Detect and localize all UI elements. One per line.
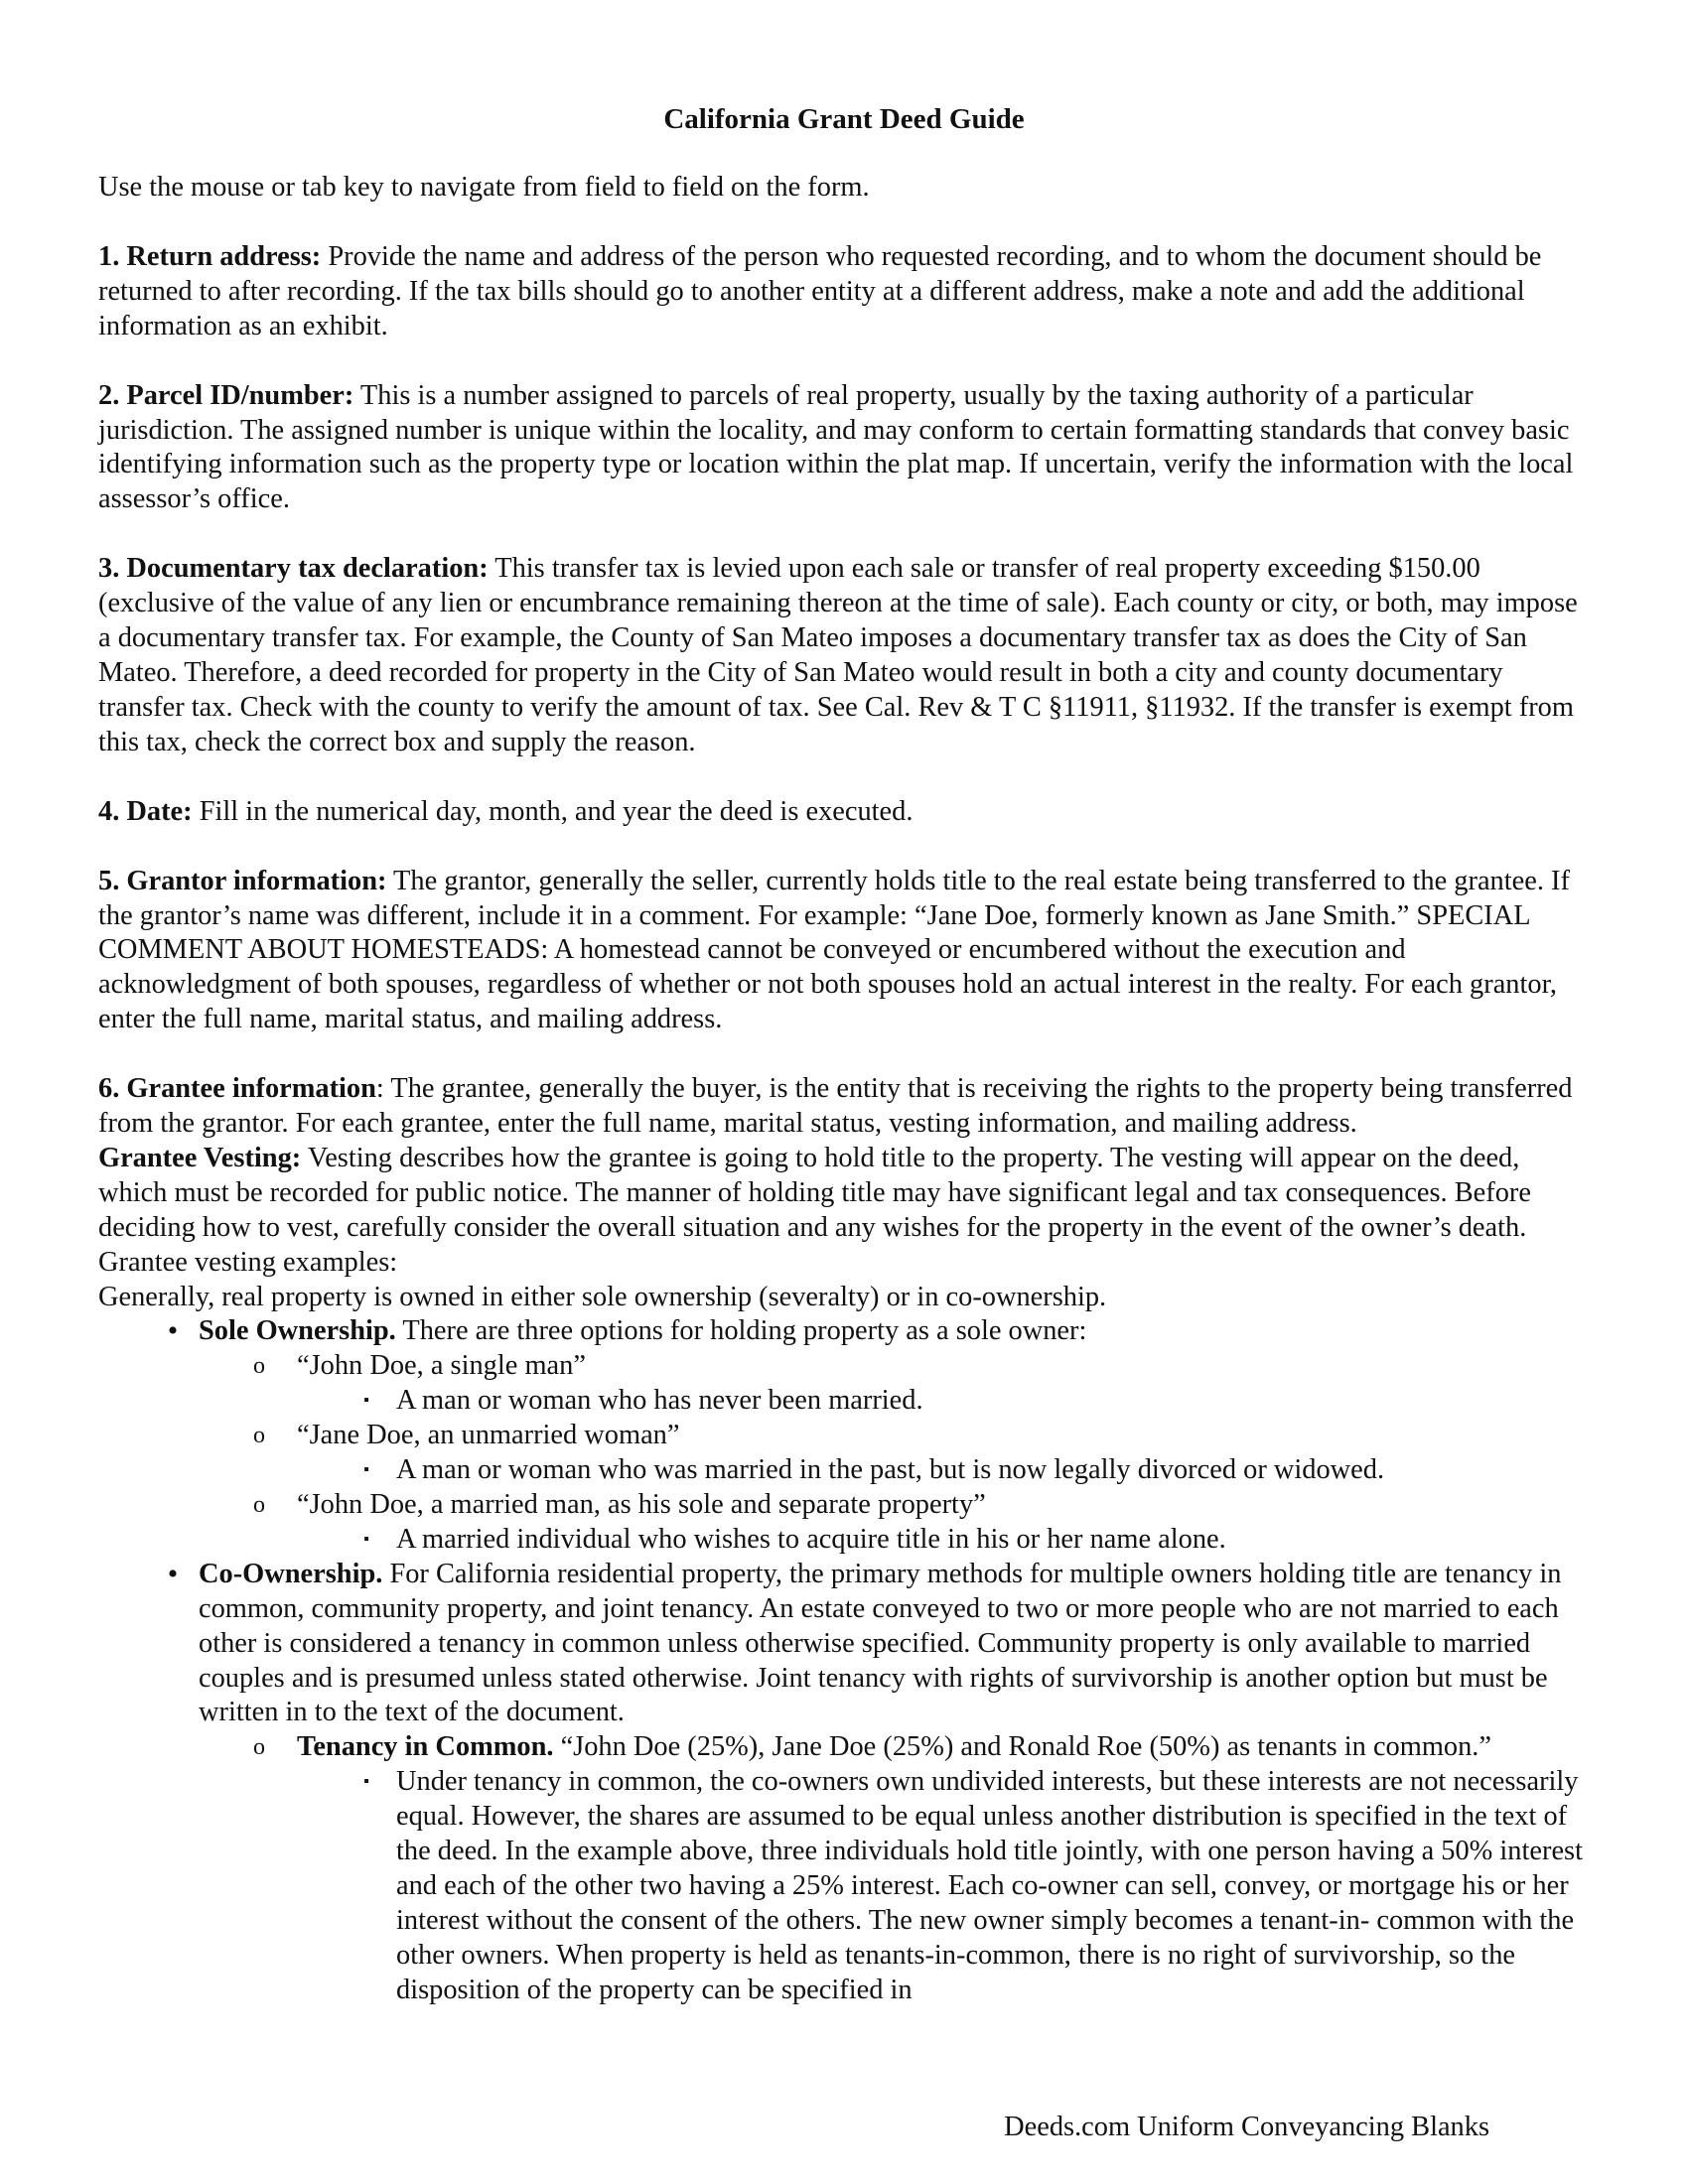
section-text: The grantor, generally the seller, currently holds title to the real estate being transferred to the grantee. If the grantor’s name was different, include it in a comment. For example: “Jane Doe, formerly known as Jane Smith.” SPECIAL COMMENT ABOUT HOMESTEADS: A homestead cannot be conveyed or encumbered without the execution and acknowledgment of both spouses, regardless of whether or not both spouses hold an actual interest in the realty. For each grantor, enter the full name, marital status, and mailing address. bbox=[98, 865, 1570, 1035]
bullet-icon: • bbox=[167, 1314, 179, 1348]
section-text: Vesting describes how the grantee is going to hold title to the property. The vesting will appear on the deed, which must be recorded for public notice. The manner of holding title may have significant legal and tax consequences. Before deciding how to vest, carefully consider the overall situation and any wishes for the property in the event of the owner’s death. Grantee vesting examples: bbox=[98, 1142, 1531, 1278]
circle-bullet-icon: o bbox=[253, 1423, 265, 1449]
section-text: Fill in the numerical day, month, and year the deed is executed. bbox=[192, 795, 914, 827]
section-label: 1. Return address: bbox=[98, 240, 322, 272]
section-documentary-tax bbox=[98, 552, 1588, 759]
bullet-icon: • bbox=[167, 1557, 179, 1590]
section-label: 4. Date: bbox=[98, 795, 193, 827]
vesting-example: “John Doe, a married man, as his sole and separate property” bbox=[297, 1489, 986, 1520]
section-text: This is a number assigned to parcels of real property, usually by the taxing authority of a particular jurisdiction. The assigned number is unique within the locality, and may conform to certain formatting standards that convey basic identifying information such as the property type or location within the plat map. If uncertain, verify the information with the local assessor’s office. bbox=[98, 379, 1574, 515]
list-item-sole-option bbox=[253, 1419, 1588, 1453]
list-item-co-ownership bbox=[167, 1557, 1588, 1731]
section-grantee-information bbox=[98, 1072, 1588, 1142]
section-parcel-id bbox=[98, 379, 1588, 518]
list-item-tenancy-detail bbox=[363, 1765, 1588, 2007]
vesting-detail: A married individual who wishes to acquire title in his or her name alone. bbox=[396, 1523, 1226, 1555]
list-item-sole-option bbox=[253, 1349, 1588, 1384]
square-bullet-icon: ▪ bbox=[363, 1392, 369, 1410]
circle-bullet-icon: o bbox=[253, 1492, 265, 1518]
list-item-sole-detail bbox=[363, 1384, 1588, 1419]
section-date bbox=[98, 795, 1588, 830]
list-item-label: Sole Ownership. bbox=[199, 1315, 396, 1347]
circle-bullet-icon: o bbox=[253, 1734, 265, 1761]
list-item-text: There are three options for holding property as a sole owner: bbox=[395, 1315, 1087, 1347]
list-item-label: Co-Ownership. bbox=[199, 1558, 383, 1589]
vesting-example: “John Doe, a single man” bbox=[297, 1350, 586, 1382]
list-item-sole-option bbox=[253, 1488, 1588, 1523]
list-item-text: For California residential property, the primary methods for multiple owners holding title are tenancy in common, community property, and joint tenancy. An estate conveyed to two or more people who are not married to each other is considered a tenancy in common unless otherwise specified. Community property is only available to married couples and is presumed unless stated otherwise. Joint tenancy with rights of survivorship is another option but must be written in to the text of the document. bbox=[199, 1558, 1562, 1728]
section-grantee-vesting bbox=[98, 1142, 1588, 1281]
section-text: Provide the name and address of the person who requested recording, and to whom the document should be returned to after recording. If the tax bills should go to another entity at a different address, make a note and add the additional information as an exhibit. bbox=[98, 240, 1542, 341]
square-bullet-icon: ▪ bbox=[363, 1461, 369, 1479]
section-text: This transfer tax is levied upon each sale or transfer of real property exceeding $150.00 (exclusive of the value of any lien or encumbrance remaining thereon at the time of sale). Each county or city, or both, may impose a documentary transfer tax. For example, the County of San Mateo imposes a documentary transfer tax as does the City of San Mateo. Therefore, a deed recorded for property in the City of San Mateo would result in both a city and county documentary transfer tax. Check with the county to verify the amount of tax. See Cal. Rev & T C §11911, §11932. If the transfer is exempt from this tax, check the correct box and supply the reason. bbox=[98, 553, 1578, 757]
footer-text: Deeds.com Uniform Conveyancing Blanks bbox=[1004, 2112, 1489, 2142]
list-item-tenancy-in-common bbox=[253, 1730, 1588, 1765]
list-item-sole-ownership bbox=[167, 1314, 1588, 1349]
square-bullet-icon: ▪ bbox=[363, 1773, 369, 1791]
page-title: California Grant Deed Guide bbox=[663, 103, 1025, 135]
section-label: 2. Parcel ID/number: bbox=[98, 379, 354, 411]
section-label: 3. Documentary tax declaration: bbox=[98, 553, 489, 585]
section-label: Grantee Vesting: bbox=[98, 1142, 302, 1173]
vesting-general: Generally, real property is owned in either sole ownership (severalty) or in co-ownership. bbox=[98, 1281, 1107, 1312]
vesting-detail: Under tenancy in common, the co-owners own undivided interests, but these interests are not necessarily equal. However, the shares are assumed to be equal unless another distribution is specified in the text of the deed. In the example above, three individuals hold title jointly, with one person having a 50% interest and each of the other two having a 25% interest. Each co-owner can sell, convey, or mortgage his or her interest without the consent of the others. The new owner simply becomes a tenant-in- common with the other owners. When property is held as tenants-in-common, there is no right of survivorship, so the disposition of the property can be specified in bbox=[396, 1766, 1583, 2005]
section-grantor-information bbox=[98, 865, 1588, 1038]
circle-bullet-icon: o bbox=[253, 1353, 265, 1380]
intro-text: Use the mouse or tab key to navigate from field to field on the form. bbox=[98, 172, 870, 203]
vesting-detail: A man or woman who was married in the past, but is now legally divorced or widowed. bbox=[396, 1454, 1385, 1486]
list-item-label: Tenancy in Common. bbox=[297, 1731, 554, 1763]
guide-content bbox=[98, 171, 1588, 2008]
section-return-address bbox=[98, 240, 1588, 344]
square-bullet-icon: ▪ bbox=[363, 1530, 369, 1548]
list-item-sole-detail bbox=[363, 1523, 1588, 1558]
section-label: 6. Grantee information bbox=[98, 1073, 376, 1105]
vesting-example: “Jane Doe, an unmarried woman” bbox=[297, 1420, 680, 1451]
list-item-sole-detail bbox=[363, 1453, 1588, 1488]
vesting-example: “John Doe (25%), Jane Doe (25%) and Ronald Roe (50%) as tenants in common.” bbox=[553, 1731, 1491, 1763]
section-text: : The grantee, generally the buyer, is the entity that is receiving the rights to the property being transferred from the grantor. For each grantee, enter the full name, marital status, vesting information, and mailing address. bbox=[98, 1073, 1573, 1140]
section-label: 5. Grantor information: bbox=[98, 865, 387, 896]
vesting-detail: A man or woman who has never been married. bbox=[396, 1385, 923, 1417]
